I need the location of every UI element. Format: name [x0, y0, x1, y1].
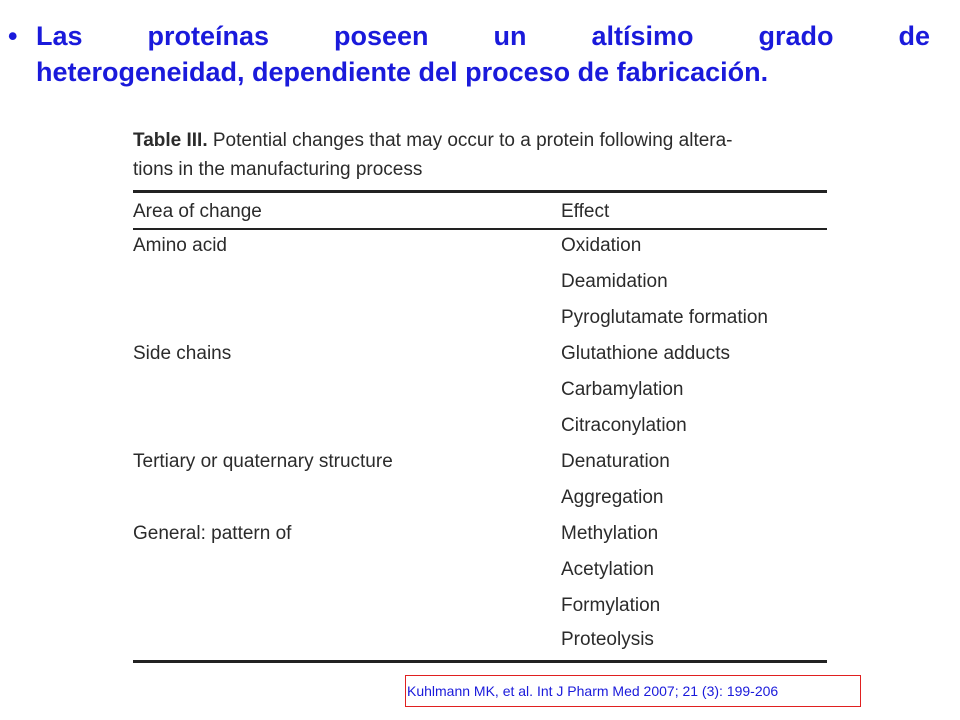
effect-cell: Formylation — [561, 595, 661, 616]
bullet-dot: • — [8, 21, 18, 51]
table-top-rule — [133, 190, 827, 193]
header-effect: Effect — [561, 201, 610, 222]
effect-cell: Denaturation — [561, 451, 670, 472]
table-caption-label: Table III. — [133, 130, 208, 151]
effect-cell: Proteolysis — [561, 629, 654, 650]
effect-cell: Pyroglutamate formation — [561, 307, 768, 328]
table-caption — [133, 126, 833, 184]
bullet-point — [8, 18, 930, 90]
table-caption-text-line-2: tions in the manufacturing process — [133, 159, 423, 180]
bullet-text-line-2: heterogeneidad, dependiente del proceso de fabricación. — [36, 57, 769, 87]
effect-cell: Methylation — [561, 523, 659, 544]
area-cell: Side chains — [133, 343, 232, 364]
citation-box: Kuhlmann MK, et al. Int J Pharm Med 2007; 21 (3): 199-206 — [405, 675, 861, 707]
effect-cell: Carbamylation — [561, 379, 684, 400]
effect-cell: Citraconylation — [561, 415, 687, 436]
table-caption-text-line-1: Potential changes that may occur to a protein following altera- — [207, 130, 733, 151]
area-cell: General: pattern of — [133, 523, 292, 544]
table-header-rule — [133, 228, 827, 230]
effect-cell: Deamidation — [561, 271, 668, 292]
bullet-text — [36, 18, 930, 90]
effect-cell: Glutathione adducts — [561, 343, 731, 364]
bullet-text-line-1: Las proteínas poseen un altísimo grado de — [36, 21, 930, 51]
effect-cell: Aggregation — [561, 487, 664, 508]
area-cell: Tertiary or quaternary structure — [133, 451, 393, 472]
header-area-of-change: Area of change — [133, 201, 262, 222]
effect-cell: Acetylation — [561, 559, 654, 580]
effect-cell: Oxidation — [561, 235, 642, 256]
area-cell: Amino acid — [133, 235, 227, 256]
table-bottom-rule — [133, 660, 827, 663]
